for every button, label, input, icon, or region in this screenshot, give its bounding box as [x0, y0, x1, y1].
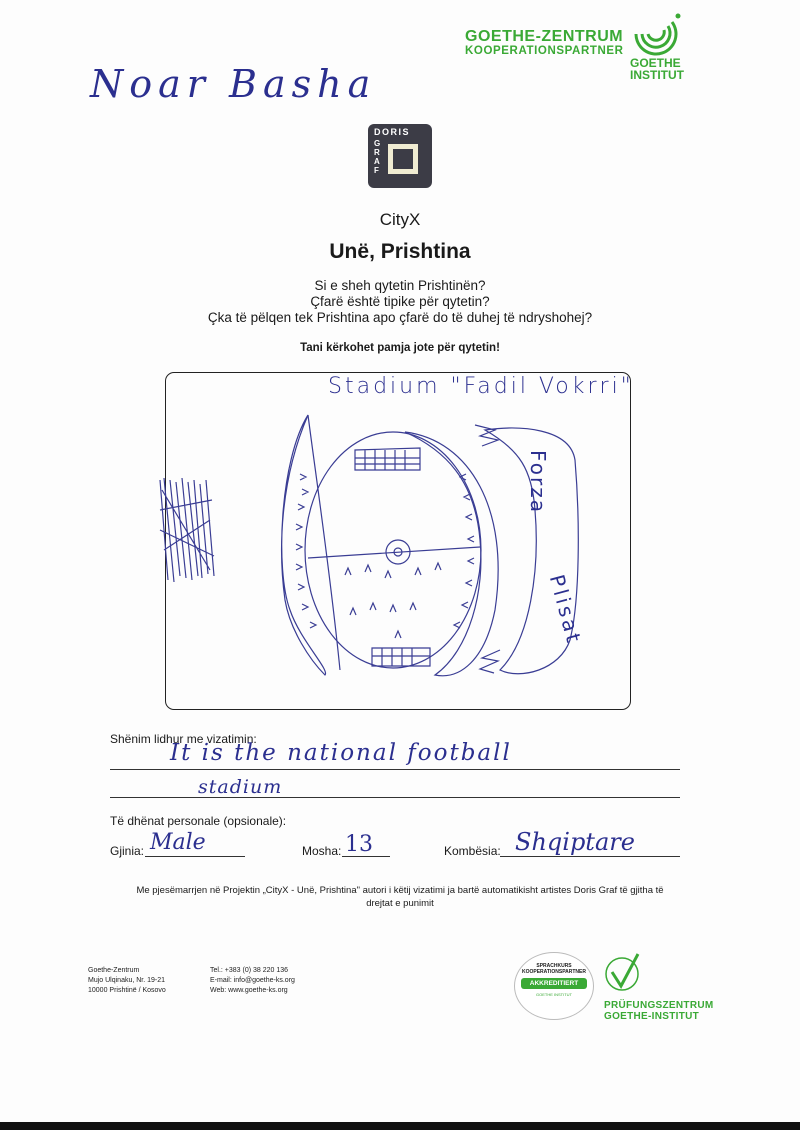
- legal-line-2: drejtat e punimit: [366, 898, 434, 909]
- email-text: E-mail: info@goethe-ks.org: [210, 977, 295, 984]
- goethe-institut-line2: INSTITUT: [630, 68, 684, 82]
- age-value: 13: [345, 832, 373, 857]
- goethe-institut-label: [630, 57, 690, 81]
- goethe-zentrum-title: GOETHE-ZENTRUM: [465, 28, 624, 45]
- project-name: CityX: [379, 210, 421, 229]
- scan-bottom-edge: [0, 1122, 800, 1130]
- instruction-text: Tani kërkohet pamja jote për qytetin!: [300, 342, 500, 354]
- nationality-label: Kombësia:: [444, 844, 501, 858]
- accreditation-badge: [514, 952, 594, 1020]
- graf-letter: G: [374, 139, 381, 148]
- handwritten-author-name: Noar Basha: [90, 62, 377, 106]
- address-line: 10000 Prishtinë / Kosovo: [88, 987, 166, 994]
- note-line-2: stadium: [198, 776, 283, 798]
- question-line: Si e sheh qytetin Prishtinën?: [314, 278, 486, 293]
- gender-value: Male: [150, 830, 206, 855]
- phone-text: Tel.: +383 (0) 38 220 136: [210, 967, 289, 974]
- gender-underline: [145, 856, 245, 857]
- bottom-goal-net: [372, 648, 430, 666]
- checkmark-circle-icon: [604, 950, 644, 994]
- badge-top-line2: KOOPERATIONSPARTNER: [522, 969, 586, 975]
- scribble-block: [160, 478, 214, 582]
- banner-text-plisat: Plisat: [544, 572, 587, 648]
- address-line: Goethe-Zentrum: [88, 967, 140, 974]
- footer-address: [88, 966, 166, 996]
- note-underline-2: [110, 797, 680, 798]
- badge-small-text: GOETHE INSTITUT: [536, 992, 572, 997]
- pruefungszentrum-label: [604, 1000, 714, 1022]
- legal-notice: [0, 884, 800, 910]
- graf-letter: F: [374, 166, 379, 175]
- pitch-oval: [305, 432, 481, 668]
- pz-line1: PRÜFUNGSZENTRUM: [604, 1000, 714, 1011]
- note-underline-1: [110, 769, 680, 770]
- goethe-institut-logo-icon: [628, 12, 684, 56]
- badge-akkreditiert: AKKREDITIERT: [521, 978, 587, 989]
- pz-line2: GOETHE-INSTITUT: [604, 1011, 700, 1022]
- question-line: Çfarë është tipike për qytetin?: [310, 294, 490, 309]
- note-line-1: It is the national football: [170, 740, 512, 766]
- nationality-value: Shqiptare: [515, 828, 635, 856]
- doris-logo-text: DORIS: [374, 127, 411, 137]
- spectator-marks: [296, 474, 474, 628]
- player-marks: [345, 563, 441, 638]
- top-goal-net: [355, 448, 420, 470]
- age-underline: [342, 856, 390, 857]
- banner-text-forza: Forza: [526, 450, 550, 515]
- badge-top-line1: SPRACHKURS: [536, 963, 572, 969]
- gender-label: Gjinia:: [110, 844, 145, 858]
- graf-letter: R: [374, 148, 380, 157]
- doris-graf-logo: [368, 124, 432, 188]
- graf-logo-letters: [374, 139, 380, 175]
- goethe-institut-line1: GOETHE: [630, 56, 681, 70]
- left-stand-edge: [308, 415, 340, 670]
- age-label: Mosha:: [302, 844, 342, 858]
- note-label: Shënim lidhur me vizatimin:: [110, 732, 257, 746]
- left-stand: [282, 415, 326, 675]
- kooperationspartner-label: KOOPERATIONSPARTNER: [465, 45, 624, 57]
- questions: [0, 278, 800, 326]
- square-frame-icon: [388, 144, 418, 174]
- graf-letter: A: [374, 157, 380, 166]
- footer-contact: [210, 966, 295, 996]
- web-text: Web: www.goethe-ks.org: [210, 987, 288, 994]
- right-stand: [405, 432, 498, 676]
- legal-line-1: Me pjesëmarrjen në Projektin „CityX - Unë, Prishtina" autori i këtij vizatimi ja bartë automatikisht artistes Doris Graf të gjitha të: [136, 885, 664, 896]
- personal-data-label: Të dhënat personale (opsionale):: [110, 814, 287, 828]
- stadium-drawing: [140, 370, 630, 710]
- nationality-underline: [500, 856, 680, 857]
- address-line: Mujo Ulqinaku, Nr. 19-21: [88, 977, 166, 984]
- page-title: Unë, Prishtina: [329, 240, 471, 263]
- question-line: Çka të pëlqen tek Prishtina apo çfarë do të duhej të ndryshohej?: [207, 310, 593, 325]
- drawing-caption: Stadium "Fadil Vokrri": [328, 374, 634, 399]
